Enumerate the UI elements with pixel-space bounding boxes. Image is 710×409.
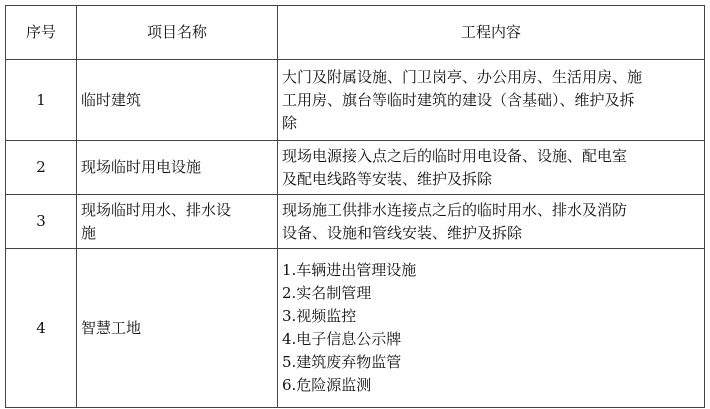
header-work-content: 工程内容 [278, 6, 705, 60]
table-row [6, 60, 705, 141]
content-list-item: 1.车辆进出管理设施 [282, 261, 417, 279]
table-row [6, 249, 705, 408]
content-line: 及配电线路等安装、维护及拆除 [282, 169, 493, 188]
content-line: 设备、设施和管线安装、维护及拆除 [282, 223, 523, 242]
row-work-content [278, 195, 705, 249]
content-line: 现场电源接入点之后的临时用电设备、设施、配电室 [282, 146, 628, 165]
content-line: 大门及附属设施、门卫岗亭、办公用房、生活用房、施 [282, 67, 643, 86]
project-content-table [5, 5, 705, 408]
content-list-item: 5.建筑废弃物监管 [282, 353, 402, 371]
row-work-content [278, 60, 705, 141]
row-project-name [77, 249, 278, 408]
row-index: 3 [6, 195, 77, 249]
project-name-line: 临时建筑 [81, 90, 142, 109]
project-name-line: 现场临时用水、排水设 [81, 200, 232, 219]
project-name-line: 现场临时用电设施 [81, 158, 202, 176]
row-work-content [278, 249, 705, 408]
row-index: 2 [6, 141, 77, 195]
row-project-name [77, 60, 278, 141]
content-line: 现场施工供排水连接点之后的临时用水、排水及消防 [282, 200, 628, 219]
table-header-row [6, 6, 705, 60]
content-line: 除 [282, 113, 298, 132]
row-work-content [278, 141, 705, 195]
row-index: 1 [6, 60, 77, 141]
row-index: 4 [6, 249, 77, 408]
table-row [6, 141, 705, 195]
content-list-item: 2.实名制管理 [282, 284, 372, 302]
content-line: 工用房、旗台等临时建筑的建设（含基础）、维护及拆 [282, 90, 635, 109]
row-project-name [77, 195, 278, 249]
project-name-line: 智慧工地 [81, 318, 142, 337]
header-index: 序号 [6, 6, 77, 60]
content-list-item: 4.电子信息公示牌 [282, 330, 402, 348]
project-name-line: 施 [81, 223, 97, 242]
content-list-item: 3.视频监控 [282, 307, 357, 325]
header-project-name: 项目名称 [77, 6, 278, 60]
table-row [6, 195, 705, 249]
content-list-item: 6.危险源监测 [282, 376, 372, 394]
row-project-name [77, 141, 278, 195]
